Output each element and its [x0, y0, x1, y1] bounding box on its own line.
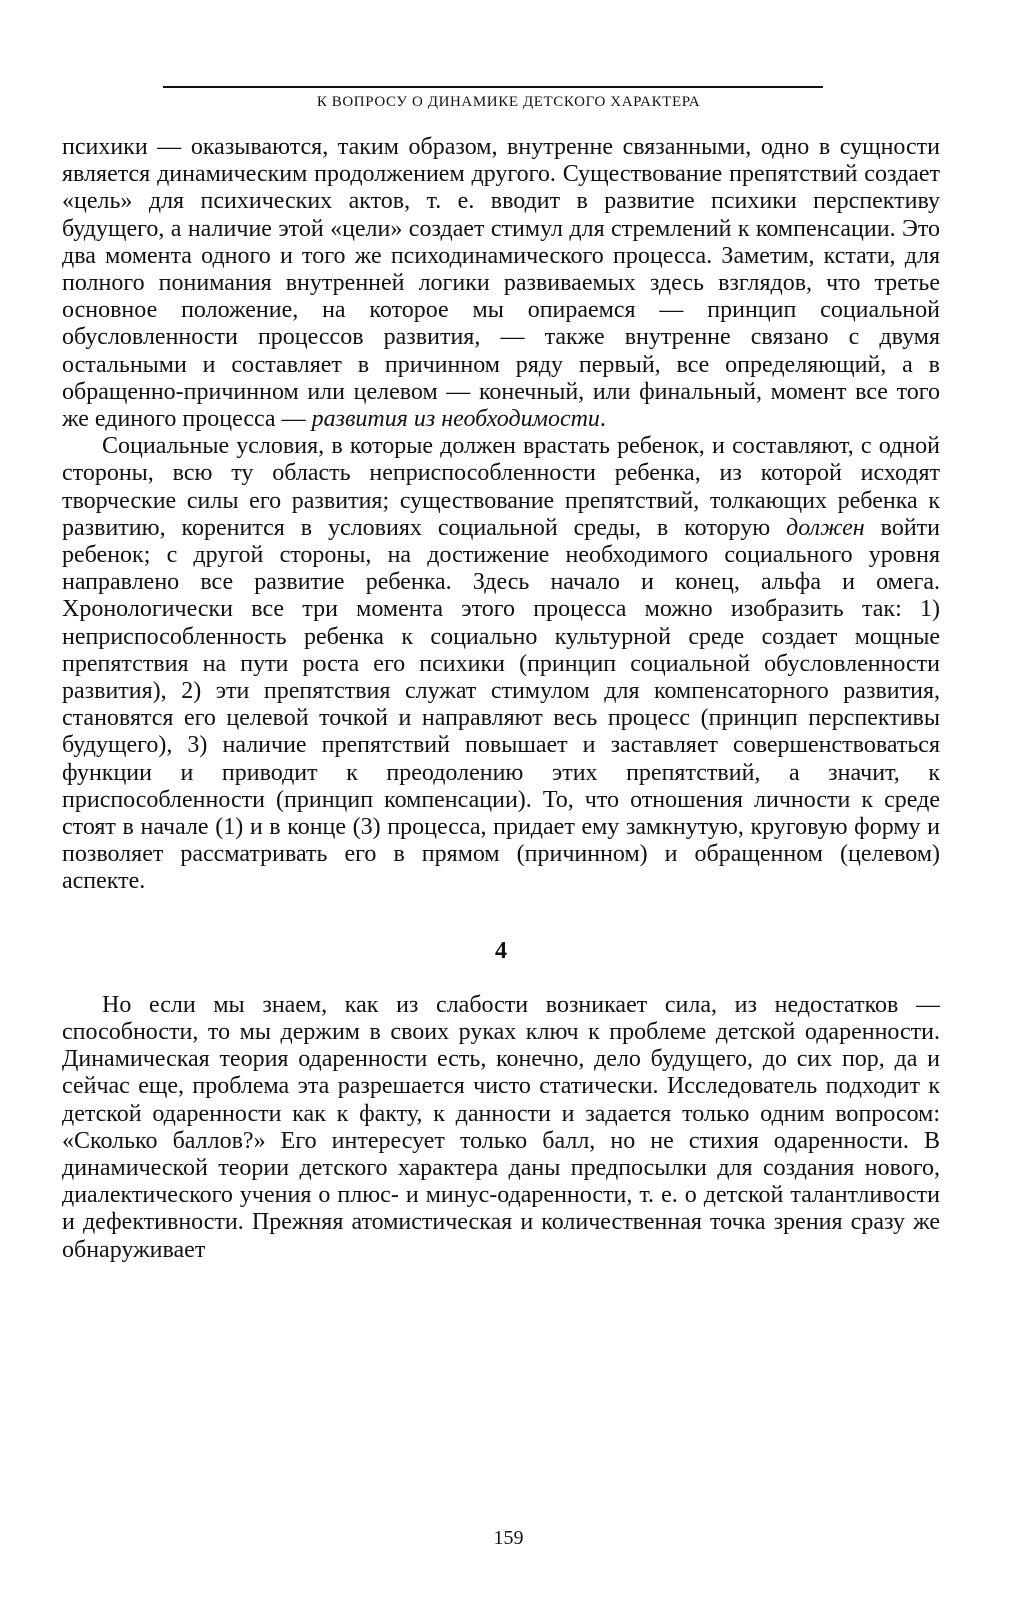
paragraph-1-end: . [599, 406, 606, 433]
paragraph-1 [62, 134, 940, 433]
running-head: К ВОПРОСУ О ДИНАМИКЕ ДЕТСКОГО ХАРАКТЕРА [316, 94, 701, 110]
paragraph-2-emphasis: должен [786, 514, 865, 541]
paragraph-1-emphasis: развития из необходимости [311, 406, 600, 433]
header-rule [163, 86, 823, 88]
page-number: 159 [493, 1527, 524, 1549]
paragraph-2-end: войти ребенок; с другой стороны, на достижение необходимого социального уровня направлено все развитие ребенка. Здесь начало и конец, альфа и омега. Хронологически все три момента этого процесса можно изобразить так: 1) неприспособленность ребенка к социально культурной среде создает мощные препятствия на пути роста его психики (принцип социальной обусловленности развития), 2) эти препятствия служат стимулом для компенсаторного развития, становятся его целевой точкой и направляют весь процесс (принцип перспективы будущего), 3) наличие препятствий повышает и заставляет совершенствоваться функции и приводит к преодолению этих препятствий, а значит, к приспособленности (принцип компенсации). То, что отношения личности к среде стоят в начале (1) и в конце (3) процесса, придает ему замкнутую, круговую форму и позволяет рассматривать его в прямом (причинном) и обращенном (целевом) аспекте. [62, 514, 940, 895]
paragraph-3: Но если мы знаем, как из слабости возникает сила, из недостатков — способности, то мы держим в своих руках ключ к проблеме детской одаренности. Динамическая теория одаренности есть, конечно, дело будущего, до сих пор, да и сейчас еще, проблема эта разрешается чисто статически. Исследователь подходит к детской одаренности как к факту, к данности и задается только одним вопросом: «Сколько баллов?» Его интересует только балл, но не стихия одаренности. В динамической теории детского характера даны предпосылки для создания нового, диалектического учения о плюс- и минус-одаренности, т. е. о детской талантливости и дефективности. Прежняя атомистическая и количественная точка зрения сразу же обнаруживает [62, 991, 940, 1263]
paragraph-2-text: Социальные условия, в которые должен врастать ребенок, и составляют, с одной стороны, всю ту область неприспособленности ребенка, из которой исходят творческие силы его развития; существование препятствий, толкающих ребенка к развитию, коренится в условиях социальной среды, в которую [62, 433, 940, 541]
paragraph-2 [62, 433, 940, 895]
body-text [62, 134, 940, 1264]
paragraph-1-text: психики — оказываются, таким образом, внутренне связанными, одно в сущности является динамическим продолжением другого. Существование препятствий создает «цель» для психических актов, т. е. вводит в развитие психики перспективу будущего, а наличие этой «цели» создает стимул для стремлений к компенсации. Это два момента одного и того же психодинамического процесса. Заметим, кстати, для полного понимания внутренней логики развиваемых здесь взглядов, что третье основное положение, на которое мы опираемся — принцип социальной обусловленности процессов развития, — также внутренне связано с двумя остальными и составляет в причинном ряду первый, все определяющий, а в обращенно-причинном или целевом — конечный, или финальный, момент все того же единого процесса — [62, 134, 940, 433]
section-number: 4 [495, 937, 507, 964]
